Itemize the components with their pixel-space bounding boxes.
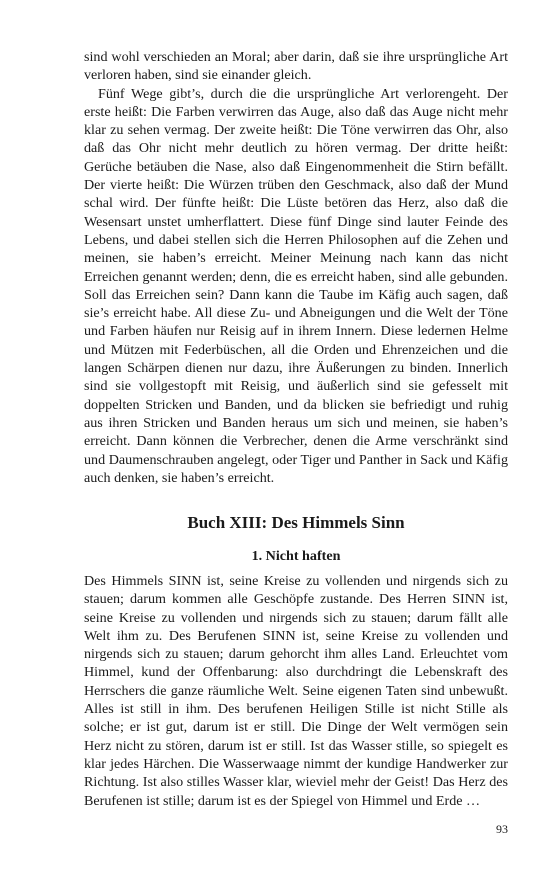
- chapter-title: Buch XIII: Des Himmels Sinn: [187, 513, 405, 532]
- section-title: 1. Nicht haften: [251, 548, 341, 564]
- paragraph-five-ways: Fünf Wege gibt’s, durch die die ursprüngliche Art verlorengeht. Der erste heißt: Die Farben verwirren das Auge, also daß das Auge nicht mehr klar zu sehen vermag. Der zweite heißt: Die Töne verwirren das Ohr, also daß das Ohr nicht mehr deutlich zu hören vermag. Der dritte heißt: Gerüche betäuben die Nase, also daß Eingenommenheit die Stirn befällt. Der vierte heißt: Die Würzen trüben den Geschmack, also daß der Mund schal wird. Der fünfte heißt: Die Lüste betören das Herz, also daß die Wesensart unstet umherflattert. Diese fünf Dinge sind lauter Feinde des Lebens, und dabei stellen sich die Herren Philosophen auf die Zehen und meinen, sie haben’s erreicht. Meiner Meinung nach kann das nicht Erreichen genannt werden; denn, die es erreicht haben, sind alle gebunden. Soll das Erreichen sein? Dann kann die Taube im Käfig auch sagen, daß sie’s erreicht habe. All diese Zu- und Abneigungen und die Welt der Töne und Farben häufen nur Reisig auf in ihrem Innern. Diese ledernen Helme und Mützen mit Federbüschen, all die Orden und Ehrenzeichen und die langen Schärpen dienen nur dazu, ihre Äußerungen zu binden. Innerlich sind sie vollgestopft mit Reisig, und äußerlich sind sie gefesselt mit doppelten Stricken und Banden, und da blicken sie befriedigt und ruhig aus ihren Stricken und Banden heraus um sich und meinen, sie haben’s erreicht. Dann können die Verbrecher, denen die Arme verschränkt sind und Daumenschrauben angelegt, oder Tiger und Panther in Sack und Käfig auch denken, sie haben’s erreicht.: [84, 85, 508, 486]
- page-number: 93: [496, 822, 508, 836]
- paragraph-continued: sind wohl verschieden an Moral; aber darin, daß sie ihre ursprüngliche Art verloren haben, sind sie einander gleich.: [84, 49, 508, 84]
- section-text-block: [84, 572, 508, 810]
- continued-text-block: [84, 48, 508, 487]
- paragraph-heaven-sense: Des Himmels SINN ist, seine Kreise zu vollenden und nirgends sich zu stauen; darum kommen alle Geschöpfe zustande. Des Herren SINN ist, seine Kreise zu vollenden und nirgends sich zu stauen; darum fällt alle Welt ihm zu. Des Berufenen SINN ist, seine Kreise zu vollenden und nirgends sich zu stauen; darum gehorcht ihm alles Land. Erleuchtet vom Himmel, kund der Offenbarung: also durchdringt die Lebenskraft des Herrschers die ganze räumliche Welt. Seine eigenen Taten sind unbewußt. Alles ist still in ihm. Des berufenen Heiligen Stille ist nicht Stille als solche; er ist gut, darum ist er still. Die Dinge der Welt vermögen sein Herz nicht zu stören, darum ist er still. Ist das Wasser stille, so spiegelt es klar jedes Härchen. Die Wasserwaage nimmt der kundige Handwerker zur Richtung. Ist also stilles Wasser klar, wieviel mehr der Geist! Das Herz des Berufenen ist stille; darum ist es der Spiegel von Himmel und Erde …: [84, 573, 508, 809]
